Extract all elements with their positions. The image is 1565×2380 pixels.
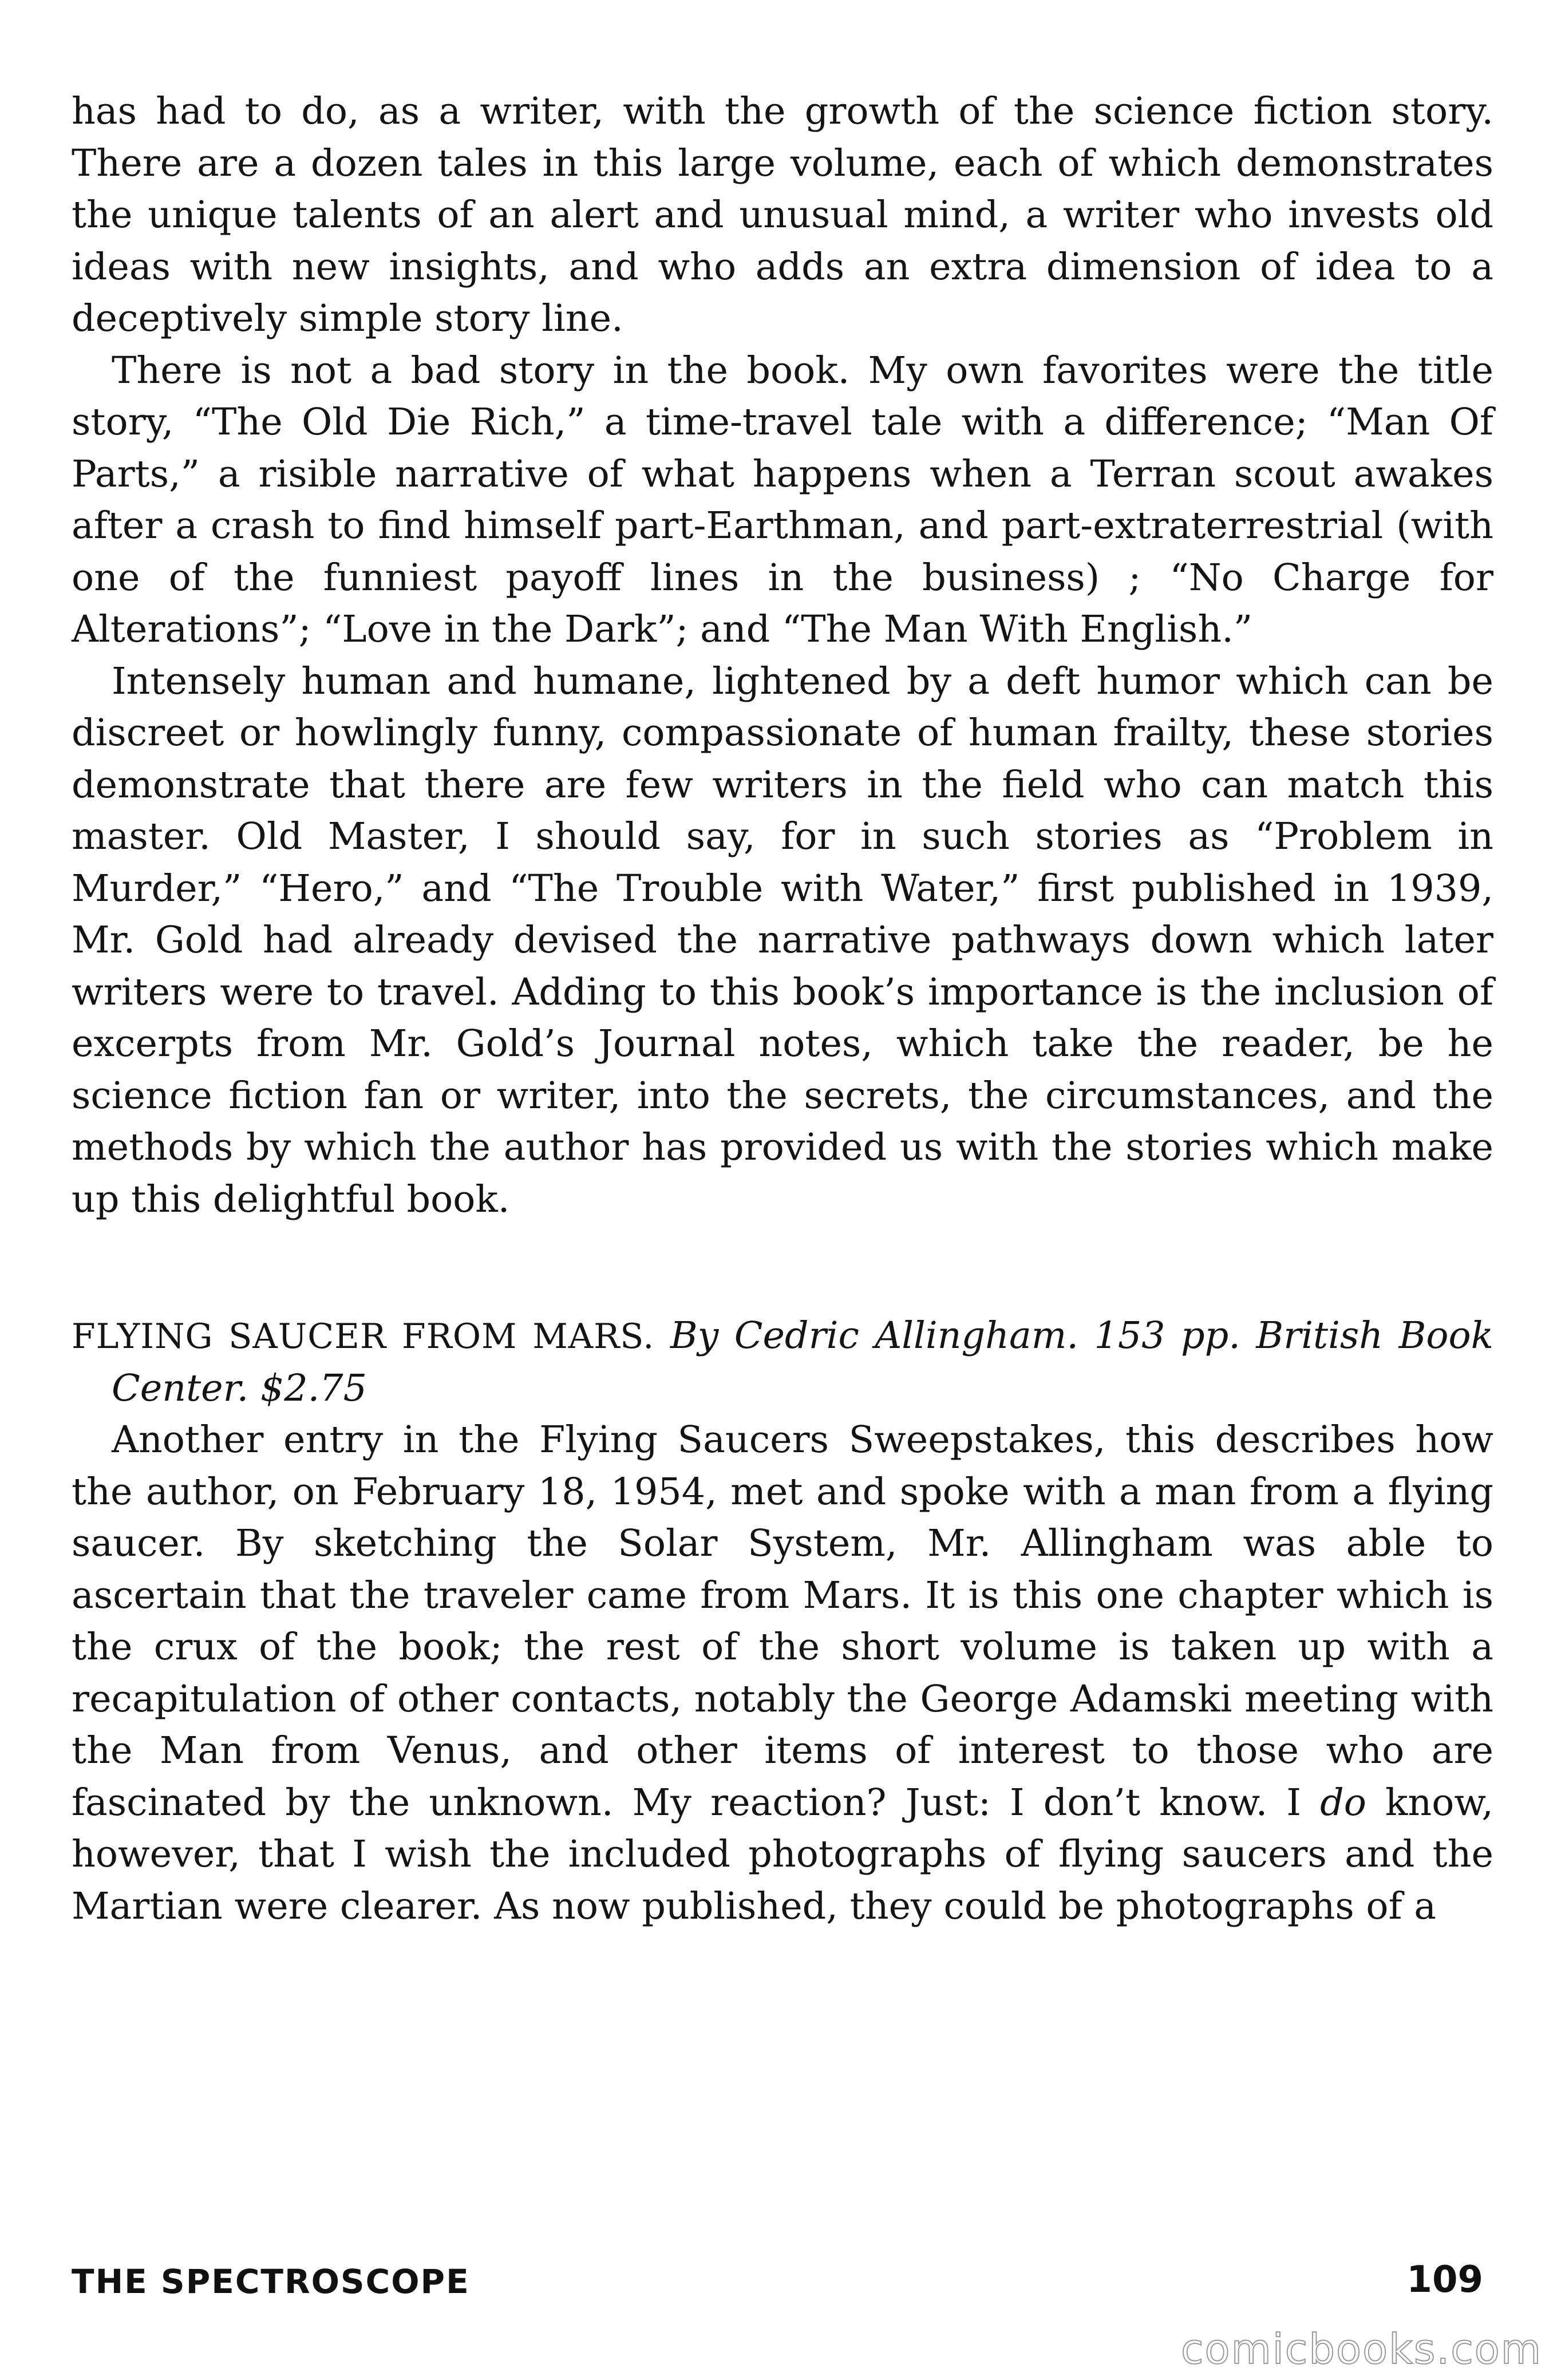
watermark-logo: comicbooks.com (1180, 2325, 1542, 2373)
review-text-part1: Another entry in the Flying Saucers Sweepstakes, this describes how the author, on February 18, 1954, met and spoke with a man from a flying saucer. By sketching the Solar System, Mr. Allingham was able to ascertain that the traveler came from Mars. It is this one chapter which is the crux of the book; the rest of the short volume is taken up with a recapitulation of other contacts, notably the George Adamski meeting with the Man from Venus, and other items of interest to those who are fascinated by the unknown. My reaction? Just: I don’t know. I (72, 1418, 1493, 1824)
paragraph-favorites: There is not a bad story in the book. My own favorites were the title story, “The Old Die Rich,” a time-travel tale with a difference; “Man Of Parts,” a risible narrative of what happens when a Terran scout awakes after a crash to find himself part-Earthman, and part-extraterrestrial (with one of the funniest payoff lines in the business) ; “No Charge for Alterations”; “Love in the Dark”; and “The Man With English.” (72, 349, 1493, 651)
running-footer-title: THE SPECTROSCOPE (72, 2262, 470, 2301)
paragraph-continued: has had to do, as a writer, with the growth of the science fiction story. There are a dozen tales in this large volume, each of which demonstrates the unique talents of an alert and unusual mind, a writer who invests old ideas with new insights, and who adds an extra dimension of idea to a deceptively simple story line. (72, 90, 1493, 340)
review-text-emphasis: do (1320, 1781, 1366, 1824)
review-text-part2: know, however, that I wish the included photographs of flying saucers and the Martian were clearer. As now published, they could be photographs of a (72, 1781, 1493, 1928)
page-number: 109 (1406, 2259, 1483, 2301)
page-footer (72, 2249, 1493, 2312)
review-book-credit: By Cedric Allingham. 153 pp. British Book Center. $2.75 (112, 1314, 1494, 1410)
review-heading (72, 1310, 1493, 1414)
review-paragraph (72, 1414, 1493, 1932)
paragraph-old-master: Intensely human and humane, lightened by a deft humor which can be discreet or howlingly funny, compassionate of human frailty, these stories demonstrate that there are few writers in the field who can match this master. Old Master, I should say, for in such stories as “Problem in Murder,” “Hero,” and “The Trouble with Water,” first published in 1939, Mr. Gold had already devised the narrative pathways down which later writers were to travel. Adding to this book’s importance is the inclusion of excerpts from Mr. Gold’s Journal notes, which take the reader, be he science fiction fan or writer, into the secrets, the circumstances, and the methods by which the author has provided us with the stories which make up this delightful book. (72, 659, 1493, 1221)
section-gap (72, 1225, 1493, 1310)
article-body (72, 86, 1493, 1932)
review-book-title: FLYING SAUCER FROM MARS. (72, 1316, 655, 1357)
